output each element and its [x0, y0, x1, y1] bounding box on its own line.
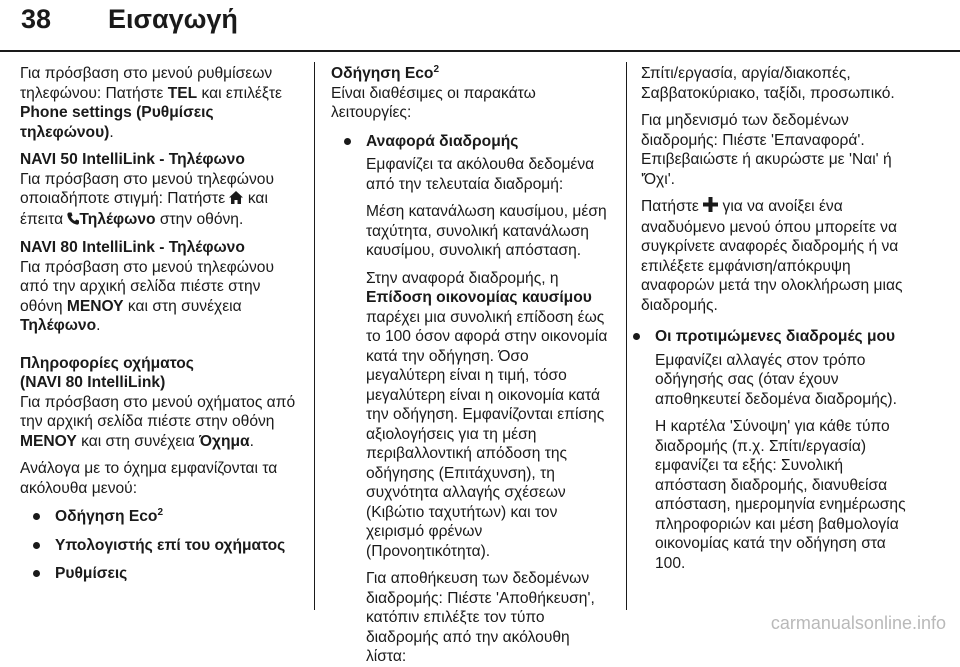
vehicle-info-subheading: (NAVI 80 IntelliLink) — [20, 374, 166, 391]
eco-driving-heading: Οδήγηση Eco$^2$ — [331, 63, 439, 82]
trip-report-desc: Εμφανίζει τα ακόλουθα δεδομένα από την τελευταία διαδρομή: — [366, 156, 595, 193]
column-divider-1 — [314, 62, 315, 610]
bullet-icon — [633, 333, 640, 340]
list-item: Ρυθμίσεις — [20, 564, 302, 584]
column-1 — [20, 64, 302, 584]
list-item: Υπολογιστής επί του οχήματος — [20, 536, 302, 556]
bullet-icon — [33, 570, 40, 577]
bullet-icon — [33, 513, 40, 520]
page-title: Εισαγωγή — [108, 4, 238, 34]
list-item: Οι προτιμώμενες διαδρομές μου — [620, 327, 915, 347]
summary-tab-desc: Η καρτέλα 'Σύνοψη' για κάθε τύπο διαδρομής (π.χ. Σπίτι/εργασία) εμφανίζει τα εξής: Συνολική απόσταση διαδρομής, διανυθείσα απόσταση, ημερομηνία ενημέρωσης πληροφοριών και μέση βαθμολογία οικονομίας κατά την οδήγηση στα 100. — [655, 418, 906, 572]
column-2 — [331, 64, 609, 667]
eco-intro: Είναι διαθέσιμες οι παρακάτω λειτουργίες: — [331, 84, 536, 121]
trip-report-values: Μέση κατανάλωση καυσίμου, μέση ταχύτητα, συνολική κατανάλωση καυσίμου, συνολική απόσταση. — [366, 203, 607, 259]
navi80-heading: NAVI 80 IntelliLink - Τηλέφωνο — [20, 239, 245, 256]
trip-report-save: Για αποθήκευση των δεδομένων διαδρομής: Πιέστε 'Αποθήκευση', κατόπιν επιλέξτε τον τύπο διαδρομής από την ακόλουθη λίστα: — [366, 570, 595, 665]
bullet-icon — [344, 138, 351, 145]
navi50-heading: NAVI 50 IntelliLink - Τηλέφωνο — [20, 151, 245, 168]
list-item: Οδήγηση Eco$^2$ — [20, 507, 302, 527]
trip-reset: Για μηδενισμό των δεδομένων διαδρομής: Πιέστε 'Επαναφορά'. Επιβεβαιώστε ή ακυρώστε με 'Ναι' ή 'Όχι'. — [641, 112, 892, 188]
phone-icon — [67, 211, 79, 231]
trip-report-score: Στην αναφορά διαδρομής, η Επίδοση οικονομίας καυσίμου παρέχει μια συνολική επίδοση έως το 100 όσον αφορά στην οικονομία κατά την οδήγηση. Όσο μεγαλύτερη είναι η τιμή, τόσο μεγαλύτερη είναι η οικονομία κατά την οδήγηση. Εμφανίζονται επίσης αξιολογήσεις για τη μέση περιβαλλοντική απόδοση της οδήγησης (Επιτάχυνση), τη συχνότητα αλλαγής σχέσεων (Κιβώτιο ταχυτήτων) και τον χειρισμό φρένων (Προνοητικότητα). — [366, 269, 608, 560]
list-item: Αναφορά διαδρομής — [331, 132, 609, 152]
navi50-paragraph: Για πρόσβαση στο μενού τηλεφώνου οποιαδήποτε στιγμή: Πατήστε και έπειτα Τηλέφωνο στην οθόνη. — [20, 170, 302, 231]
navi80-paragraph: Για πρόσβαση στο μενού τηλεφώνου από την αρχική σελίδα πιέστε στην οθόνη ΜΕΝΟΥ και στη συνέχεια Τηλέφωνο. — [20, 258, 274, 334]
column-3 — [641, 64, 915, 573]
vehicle-info-paragraph: Για πρόσβαση στο μενού οχήματος από την αρχική σελίδα πιέστε στην οθόνη ΜΕΝΟΥ και στη συνέχεια Όχημα. — [20, 393, 296, 450]
home-icon — [229, 190, 243, 210]
page-number: 38 — [21, 4, 52, 34]
plus-icon — [703, 197, 718, 218]
bullet-icon — [33, 542, 40, 549]
trip-compare: Πατήστε για να ανοίξει ένα αναδυόμενο μενού όπου μπορείτε να συγκρίνετε αναφορές διαδρομής ή να επιλέξετε εμφάνιση/απόκρυψη αναφορών μετά την ολοκλήρωση μιας διαδρομής. — [641, 198, 903, 314]
phone-settings-paragraph: Για πρόσβαση στο μενού ρυθμίσεων τηλεφώνου: Πατήστε TEL και επιλέξτε Phone settings (Ρυθμίσεις τηλεφώνου). — [20, 65, 282, 141]
preferred-trips-desc: Εμφανίζει αλλαγές στον τρόπο οδήγησής σας (όταν έχουν αποθηκευτεί δεδομένα διαδρομής). — [655, 351, 897, 408]
page-header — [0, 0, 960, 52]
vehicle-info-heading: Πληροφορίες οχήματος — [20, 354, 194, 372]
watermark: carmanualsonline.info — [770, 613, 946, 633]
header-rule — [0, 50, 960, 52]
trip-types: Σπίτι/εργασία, αργία/διακοπές, Σαββατοκύριακο, ταξίδι, προσωπικό. — [641, 65, 895, 102]
menus-intro: Ανάλογα με το όχημα εμφανίζονται τα ακόλουθα μενού: — [20, 460, 278, 497]
